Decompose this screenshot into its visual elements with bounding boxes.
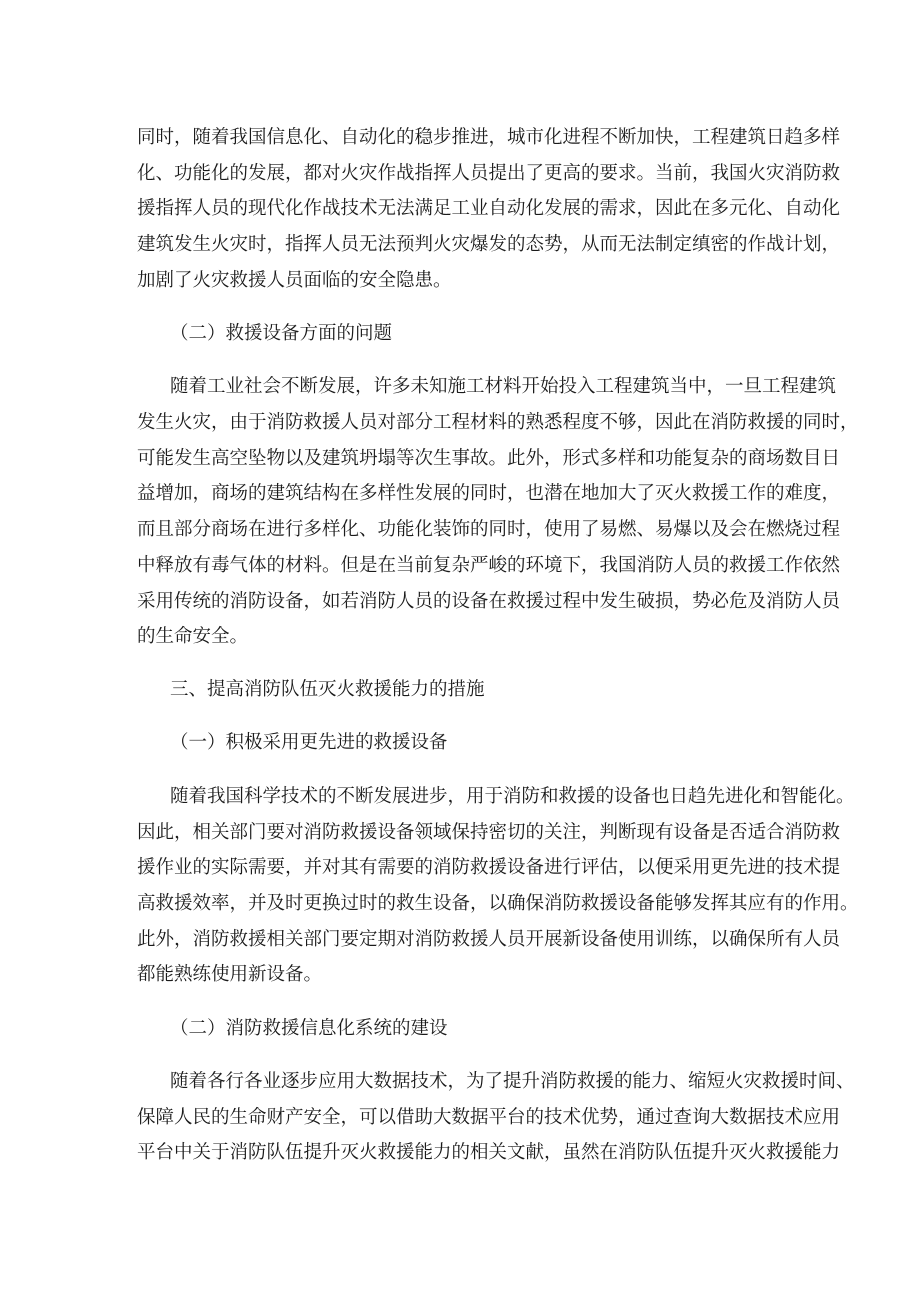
paragraph-2-line-8: 的生命安全。: [137, 626, 249, 647]
section-heading-3-2: （二）消防救援信息化系统的建设: [170, 1018, 448, 1039]
paragraph-2-line-3: 可能发生高空坠物以及建筑坍塌等次生事故。此外，形式多样和功能复杂的商场数目日: [137, 448, 841, 469]
paragraph-2-line-6: 中释放有毒气体的材料。但是在当前复杂严峻的环境下，我国消防人员的救援工作依然: [137, 555, 841, 576]
section-heading-3: 三、提高消防队伍灭火救援能力的措施: [170, 679, 485, 700]
paragraph-3-line-3: 援作业的实际需要，并对其有需要的消防救援设备进行评估，以便采用更先进的技术提: [137, 857, 841, 878]
section-heading-3-1: （一）积极采用更先进的救援设备: [170, 732, 448, 753]
paragraph-3-line-5: 此外，消防救援相关部门要定期对消防救援人员开展新设备使用训练，以确保所有人员: [137, 929, 841, 950]
paragraph-4-line-2: 保障人民的生命财产安全，可以借助大数据平台的技术优势，通过查询大数据技术应用: [137, 1107, 841, 1128]
paragraph-1-line-3: 援指挥人员的现代化作战技术无法满足工业自动化发展的需求，因此在多元化、自动化: [137, 198, 841, 219]
paragraph-3-line-1: 随着我国科学技术的不断发展进步，用于消防和救援的设备也日趋先进化和智能化。: [170, 786, 855, 807]
paragraph-3-line-4: 高救援效率，并及时更换过时的救生设备，以确保消防救援设备能够发挥其应有的作用。: [137, 893, 859, 914]
paragraph-4-line-3: 平台中关于消防队伍提升灭火救援能力的相关文献，虽然在消防队伍提升灭火救援能力: [137, 1142, 841, 1163]
paragraph-2-line-4: 益增加，商场的建筑结构在多样性发展的同时，也潜在地加大了灭火救援工作的难度，: [137, 483, 841, 504]
paragraph-4-line-1: 随着各行各业逐步应用大数据技术，为了提升消防救援的能力、缩短火灾救援时间、: [170, 1071, 855, 1092]
paragraph-2-line-7: 采用传统的消防设备，如若消防人员的设备在救援过程中发生破损，势必危及消防人员: [137, 591, 841, 612]
paragraph-2-line-5: 而且部分商场在进行多样化、功能化装饰的同时，使用了易燃、易爆以及会在燃烧过程: [137, 519, 841, 540]
paragraph-1-line-1: 同时，随着我国信息化、自动化的稳步推进，城市化进程不断加快，工程建筑日趋多样: [137, 127, 841, 148]
paragraph-3-line-6: 都能熟练使用新设备。: [137, 964, 323, 985]
section-heading-2-2: （二）救援设备方面的问题: [170, 323, 393, 344]
paragraph-3-line-2: 因此，相关部门要对消防救援设备领域保持密切的关注，判断现有设备是否适合消防救: [137, 822, 841, 843]
paragraph-1-line-5: 加剧了火灾救援人员面临的安全隐患。: [137, 270, 452, 291]
paragraph-2-line-2: 发生火灾，由于消防救援人员对部分工程材料的熟悉程度不够，因此在消防救援的同时，: [137, 412, 859, 433]
paragraph-2-line-1: 随着工业社会不断发展，许多未知施工材料开始投入工程建筑当中，一旦工程建筑: [170, 376, 837, 397]
paragraph-1-line-2: 化、功能化的发展，都对火灾作战指挥人员提出了更高的要求。当前，我国火灾消防救: [137, 163, 841, 184]
paragraph-1-line-4: 建筑发生火灾时，指挥人员无法预判火灾爆发的态势，从而无法制定缜密的作战计划，: [137, 234, 841, 255]
